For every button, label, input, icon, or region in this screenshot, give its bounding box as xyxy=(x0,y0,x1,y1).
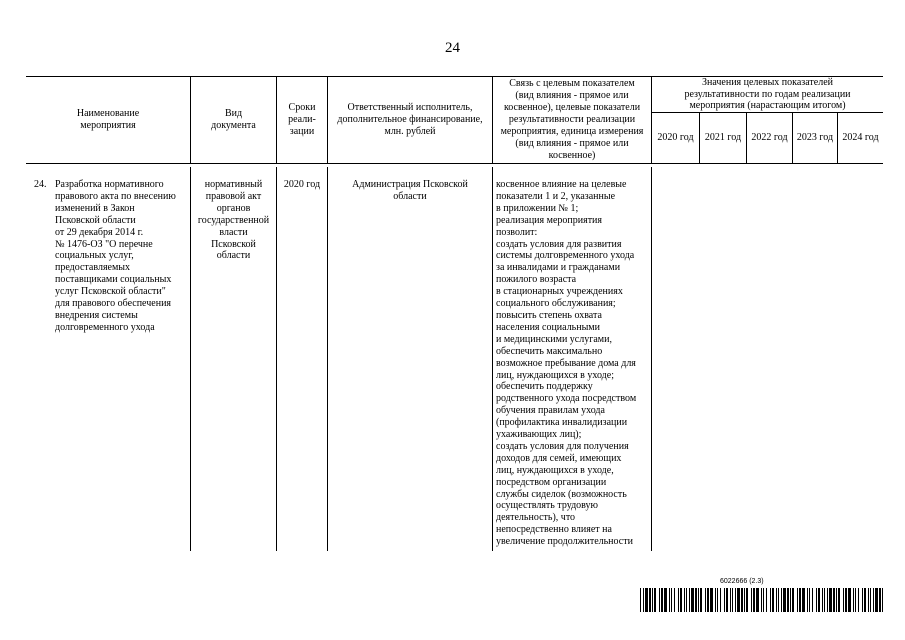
header-name: Наименование мероприятия xyxy=(76,108,140,131)
col-divider xyxy=(327,167,328,551)
page-number: 24 xyxy=(445,40,460,56)
header-values-title: Значения целевых показателей результативности по годам реализации мероприятия (нарастающим итогом) xyxy=(684,76,851,112)
header-year: 2023 год xyxy=(796,132,834,144)
row-link: косвенное влияние на целевые показатели 1 и 2, указанные в приложении № 1; реализация мероприятия позволит: создать условия для развития системы долговременного ухода за инвалидами и гражданами пожилого возраста в стационарных учреждениях социального обслуживания; повысить степень охвата населения социальными и медицинскими услугами, обеспечить максимально возможное пребывание дома для лиц, нуждающихся в уходе; обеспечить поддержку родственного ухода посредством обучения правилам ухода (профилактика инвалидизации ухаживающих лиц); создать условия для получения доходов для семей, имеющих лиц, нуждающихся в уходе, посредством организации службы сиделок (возможность осуществлять трудовую деятельность), что непосредственно влияет на увеличение продолжительности xyxy=(496,179,637,548)
barcode xyxy=(640,588,883,612)
header-executor: Ответственный исполнитель, дополнительное финансирование, млн. рублей xyxy=(337,102,483,137)
header-year: 2024 год xyxy=(842,132,879,144)
header-link: Связь с целевым показателем (вид влияния - прямое или косвенное), целевые показатели результативности реализации мероприятия, единица измерения (вид влияния - прямое или косвенное) xyxy=(500,78,644,161)
row-name: Разработка нормативного правового акта по внесению изменений в Закон Псковской области от 29 декабря 2014 г. № 1476-ОЗ "О перечне социальных услуг, предоставляемых поставщиками социальных услуг Псковской области" для правового обеспечения внедрения системы долговременного ухода xyxy=(55,179,176,333)
header-year: 2022 год xyxy=(751,132,788,144)
col-divider xyxy=(651,167,652,551)
header-doc-type: Вид документа xyxy=(211,108,256,131)
row-doc-type: нормативный правовой акт органов государственной власти Псковской области xyxy=(197,179,270,262)
row-executor: Администрация Псковской области xyxy=(352,179,468,202)
measures-table xyxy=(26,76,883,551)
barcode-number: 6022666 (2.3) xyxy=(720,578,764,585)
col-divider xyxy=(276,167,277,551)
header-terms: Сроки реали- зации xyxy=(288,102,316,137)
header-year: 2021 год xyxy=(704,132,742,144)
col-divider xyxy=(492,167,493,551)
row-term: 2020 год xyxy=(283,179,321,190)
row-number: 24. xyxy=(34,179,47,190)
header-year: 2020 год xyxy=(657,132,694,144)
table-header-bottom-rule xyxy=(26,163,883,164)
